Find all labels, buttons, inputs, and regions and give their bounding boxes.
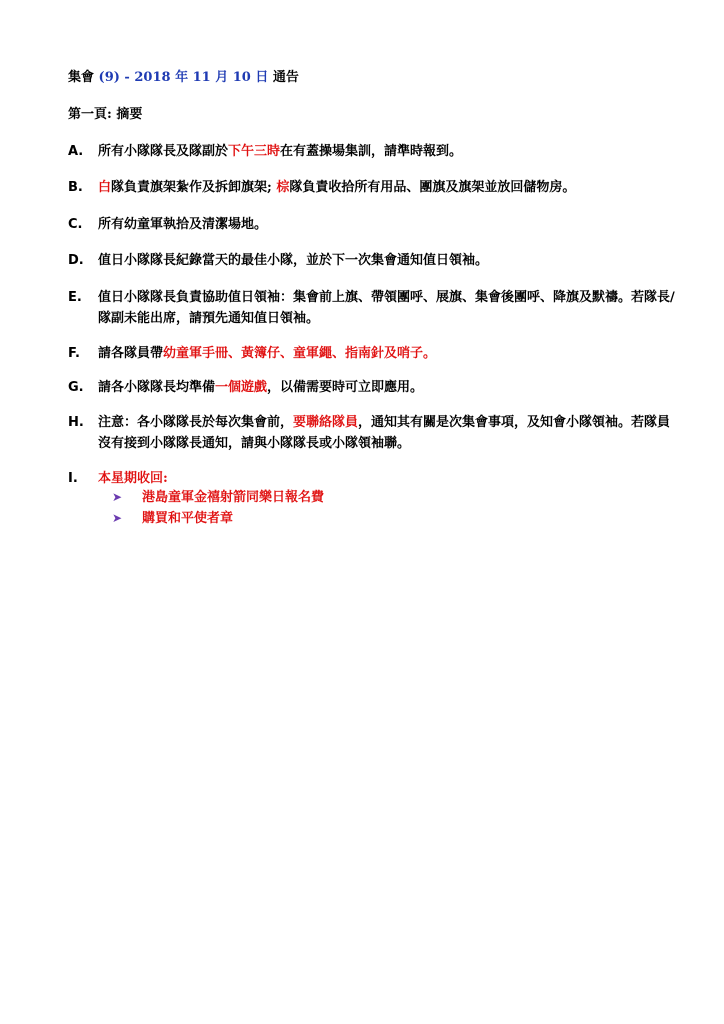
- list-item-h: [68, 412, 680, 454]
- collect-list: [112, 487, 324, 529]
- title-suffix: 通告: [272, 70, 299, 85]
- title-number: (9): [98, 70, 120, 85]
- item-letter: G.: [68, 380, 84, 395]
- item-letter: B.: [68, 180, 83, 195]
- arrowhead-bullet-icon: ➤: [112, 490, 123, 504]
- item-letter: F.: [68, 346, 80, 361]
- item-text: 值日小隊隊長負責協助值日領袖：集會前上旗、帶領團呼、展旗、集會後團呼、降旗及默禱。若隊長/隊副未能出席，請預先通知值日領袖。: [98, 290, 675, 326]
- list-item-e: [68, 287, 680, 329]
- item-text: 值日小隊隊長紀錄當天的最佳小隊，並於下一次集會通知值日領袖。: [98, 253, 489, 268]
- collect-list-item: ➤ 港島童軍金禧射箭同樂日報名費: [112, 487, 324, 508]
- list-item-i: [68, 468, 680, 489]
- list-item-f: [68, 343, 680, 364]
- title-date: 2018 年 11 月 10 日: [134, 70, 269, 85]
- item-letter: C.: [68, 217, 83, 232]
- list-item-d: [68, 250, 680, 271]
- item-text: 注意：各小隊隊長於每次集會前，要聯絡隊員，通知其有關是次集會事項，及知會小隊領袖。若隊員沒有接到小隊隊長通知，請與小隊隊長或小隊領袖聯。: [98, 415, 671, 451]
- item-text: 請各隊員帶幼童軍手冊、黃簿仔、童軍繩、指南針及哨子。: [98, 346, 437, 361]
- list-item-a: [68, 141, 680, 162]
- item-text: 請各小隊隊長均準備一個遊戲，以備需要時可立即應用。: [98, 380, 424, 395]
- item-text: 所有小隊隊長及隊副於下午三時在有蓋操場集訓，請準時報到。: [98, 144, 463, 159]
- arrowhead-bullet-icon: ➤: [112, 511, 123, 525]
- item-text: 本星期收回:: [98, 471, 168, 486]
- list-item-c: [68, 214, 680, 235]
- item-letter: A.: [68, 144, 84, 159]
- item-text: 白隊負責旗架紮作及拆卸旗架; 棕隊負責收拾所有用品、團旗及旗架並放回儲物房。: [98, 180, 576, 195]
- item-letter: I.: [68, 471, 78, 486]
- item-letter: D.: [68, 253, 84, 268]
- page-title: [68, 66, 299, 85]
- collect-list-item: ➤ 購買和平使者章: [112, 508, 324, 529]
- page-subtitle: 第一頁: 摘要: [68, 107, 143, 122]
- list-item-g: [68, 377, 680, 398]
- title-prefix: 集會: [68, 70, 95, 85]
- title-dash: -: [119, 70, 135, 85]
- list-item-b: [68, 177, 680, 198]
- item-letter: H.: [68, 415, 84, 430]
- item-text: 所有幼童軍執拾及清潔場地。: [98, 217, 268, 232]
- item-letter: E.: [68, 290, 82, 305]
